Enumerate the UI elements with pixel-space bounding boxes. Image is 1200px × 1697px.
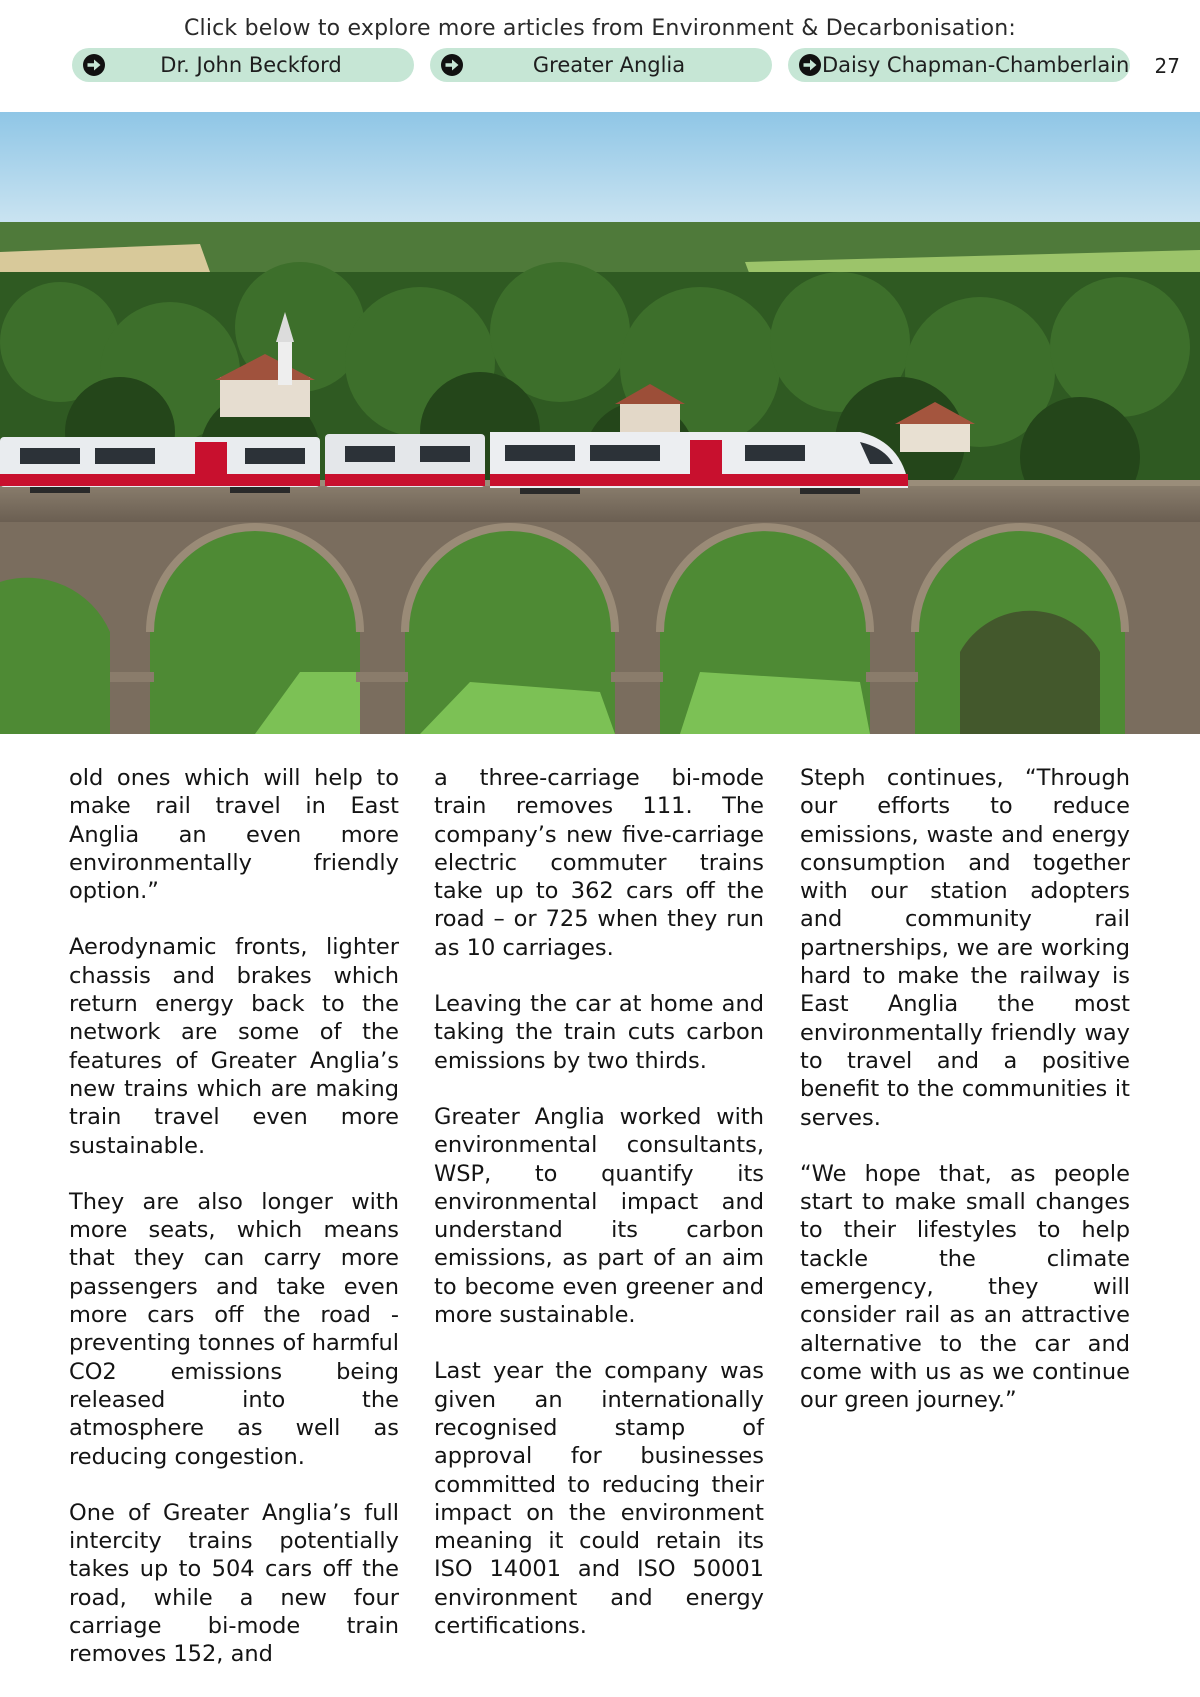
paragraph: Last year the company was given an internationally recognised stamp of approval for businesses committed to reducing their impact on the environment meaning it could retain its ISO 14001 and ISO 50001 environment and energy certifications. [434,1358,764,1640]
paragraph: They are also longer with more seats, which means that they can carry more passengers and take even more cars off the road - preventing tonnes of harmful CO2 emissions being released into the atmosphere as well as reducing congestion. [69,1188,399,1470]
related-article-label: Greater Anglia [532,53,686,77]
related-article-link-john-beckford[interactable] [72,48,414,82]
article-column-3 [800,764,1130,1443]
page-number: 27 [1154,54,1180,78]
train-on-viaduct-illustration [0,112,1200,734]
related-article-link-daisy-chapman-chamberlain[interactable] [788,48,1130,82]
circle-arrow-right-icon [82,53,106,77]
paragraph: a three-carriage bi-mode train removes 111. The company’s new five-carriage electric commuter trains take up to 362 cars off the road – or 725 when they run as 10 carriages. [434,765,764,961]
related-article-link-greater-anglia[interactable] [430,48,772,82]
circle-arrow-right-icon [440,53,464,77]
paragraph: Steph continues, “Through our efforts to reduce emissions, waste and energy consumption and together with our station adopters and community rail partnerships, we are working hard to make the railway is East Anglia the most environmentally friendly way to travel and a positive benefit to the communities it serves. [800,765,1130,1131]
related-article-label: Daisy Chapman-Chamberlain [822,53,1130,77]
article-column-2 [434,764,764,1668]
explore-more-text: Click below to explore more articles from Environment & Decarbonisation: [183,16,1017,41]
related-article-label: Dr. John Beckford [160,53,342,77]
paragraph: old ones which will help to make rail travel in East Anglia an even more environmentally friendly option.” [69,765,399,905]
article-column-1 [69,764,399,1697]
article-body [69,764,1131,1668]
related-articles-nav [72,48,1182,82]
paragraph: Greater Anglia worked with environmental consultants, WSP, to quantify its environmental impact and understand its carbon emissions, as part of an aim to become even greener and more sustainable. [434,1103,764,1329]
hero-photo [0,112,1200,734]
paragraph: “We hope that, as people start to make small changes to their lifestyles to help tackle the climate emergency, they will consider rail as an attractive alternative to the car and come with us as we continue our green journey.” [800,1160,1130,1414]
paragraph: Leaving the car at home and taking the train cuts carbon emissions by two thirds. [434,991,764,1074]
paragraph: Aerodynamic fronts, lighter chassis and brakes which return energy back to the network are some of the features of Greater Anglia’s new trains which are making train travel even more sustainable. [69,934,399,1159]
circle-arrow-right-icon [798,53,822,77]
paragraph: One of Greater Anglia’s full intercity trains potentially takes up to 504 cars off the road, while a new four carriage bi-mode train removes 152, and [69,1499,399,1668]
